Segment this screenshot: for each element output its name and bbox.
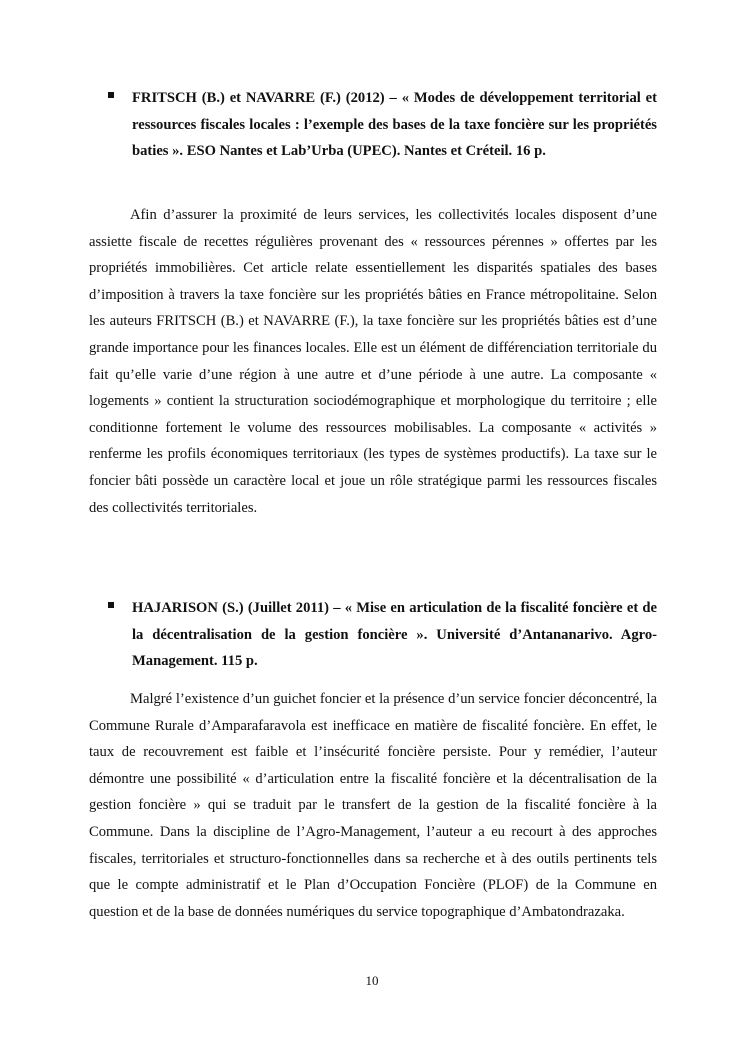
reference-citation: HAJARISON (S.) (Juillet 2011) – « Mise en articulation de la fiscalité foncière et de la décentralisation de la gestion foncière ». Université d’Antananarivo. Agro-Management. 115 p. — [132, 600, 657, 669]
square-bullet-icon — [108, 595, 132, 608]
square-bullet-icon — [108, 85, 132, 98]
page-number: 10 — [365, 973, 379, 988]
reference-summary-paragraph: Afin d’assurer la proximité de leurs services, les collectivités locales disposent d’une assiette fiscale de recettes régulières provenant des « ressources pérennes » offertes par les propriétés immobilières. Cet article relate essentiellement les disparités spatiales des bases d’imposition à travers la taxe foncière sur les propriétés bâties en France métropolitaine. Selon les auteurs FRITSCH (B.) et NAVARRE (F.), la taxe foncière sur les propriétés bâties est d’une grande importance pour les finances locales. Elle est un élément de différenciation territoriale du fait qu’elle varie d’une région à une autre et d’une période à une autre. La composante « logements » contient la structuration sociodémographique et morphologique du territoire ; elle conditionne fortement le volume des ressources mobilisables. La composante « activités » renferme les profils économiques territoriaux (les types de systèmes productifs). La taxe sur le foncier bâti possède un caractère local et joue un rôle stratégique parmi les ressources fiscales des collectivités territoriales. — [89, 207, 657, 516]
reference-entry-hajarison — [108, 595, 657, 675]
reference-summary-paragraph: Malgré l’existence d’un guichet foncier et la présence d’un service foncier déconcentré, la Commune Rurale d’Amparafaravola est inefficace en matière de fiscalité foncière. En effet, le taux de recouvrement est faible et l’insécurité foncière persiste. Pour y remédier, l’auteur démontre une possibilité « d’articulation entre la fiscalité foncière et la décentralisation de la gestion foncière » qui se traduit par le transfert de la gestion de la fiscalité foncière à la Commune. Dans la discipline de l’Agro-Management, l’auteur a eu recourt à des approches fiscales, territoriales et structuro-fonctionnelles dans sa recherche et à des outils pertinents tels que le compte administratif et le Plan d’Occupation Foncière (PLOF) de la Commune en question et de la base de données numériques du service topographique d’Ambatondrazaka. — [89, 691, 657, 920]
reference-entry-fritsch — [108, 85, 657, 165]
reference-citation: FRITSCH (B.) et NAVARRE (F.) (2012) – « Modes de développement territorial et ressources fiscales locales : l’exemple des bases de la taxe foncière sur les propriétés baties ». ESO Nantes et Lab’Urba (UPEC). Nantes et Créteil. 16 p. — [132, 90, 657, 159]
